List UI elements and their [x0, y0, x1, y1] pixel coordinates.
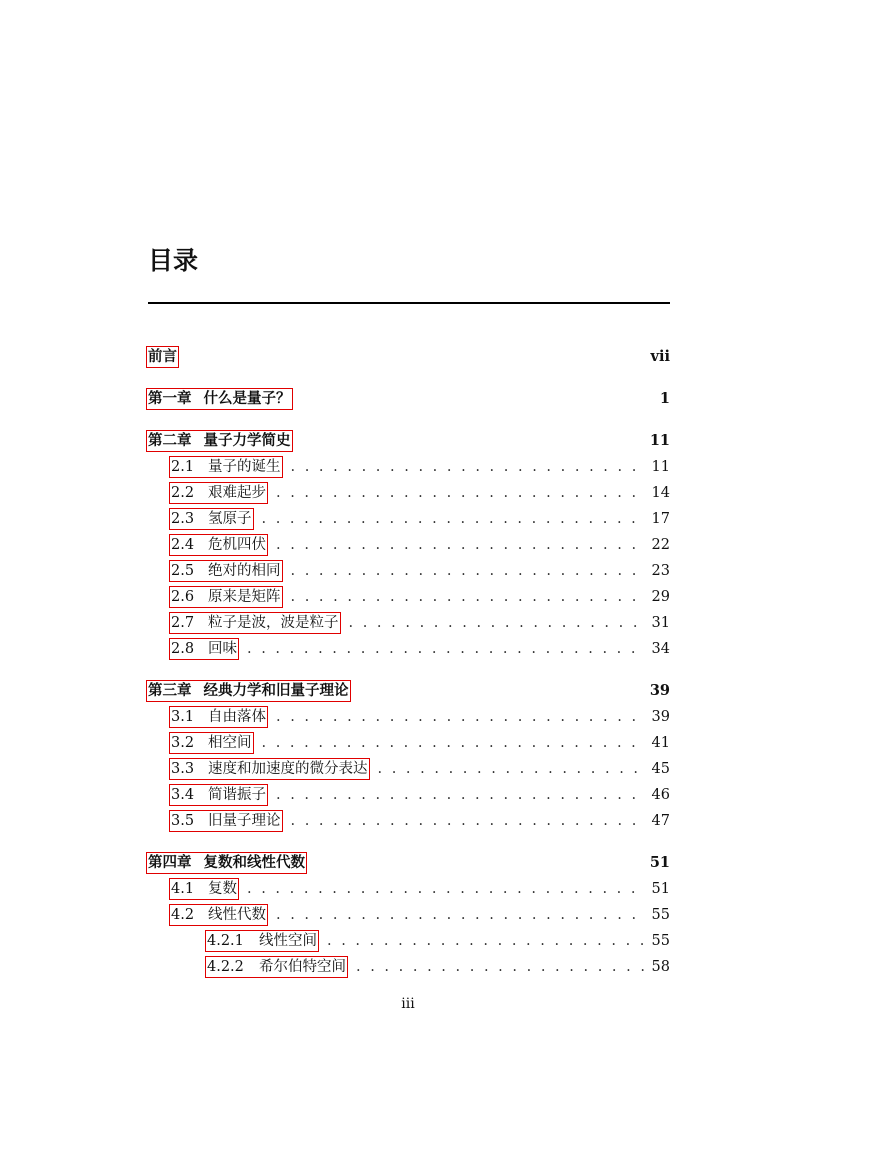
toc-section-3-3 [148, 756, 670, 782]
dot-leader [378, 756, 645, 782]
toc-entry-label: 旧量子理论 [208, 813, 281, 829]
toc-page-number: 41 [651, 735, 670, 751]
toc-page-number: 29 [651, 589, 670, 605]
toc-entry-label: 回味 [208, 641, 237, 657]
toc-entry-label: 复数 [208, 881, 237, 897]
toc-entry-label: 氢原子 [208, 511, 252, 527]
toc-link-section-3-4[interactable] [169, 784, 268, 806]
dot-leader [276, 902, 644, 928]
toc-link-section-3-5[interactable] [169, 810, 283, 832]
toc-page-number: 39 [651, 709, 670, 725]
toc-entry-number: 3.1 [171, 709, 195, 725]
toc-page-number: 23 [651, 563, 670, 579]
dot-leader [349, 610, 645, 636]
toc-entry-label: 艰难起步 [208, 485, 266, 501]
toc-page-number: 11 [649, 432, 670, 449]
toc-entry-number: 3.4 [171, 787, 195, 803]
toc-section-3-2 [148, 730, 670, 756]
toc-link-section-2-1[interactable] [169, 456, 283, 478]
toc-link-section-2-3[interactable] [169, 508, 254, 530]
toc-link-section-2-8[interactable] [169, 638, 239, 660]
toc-entry-label: 复数和线性代数 [203, 854, 305, 871]
toc-link-section-4-2[interactable] [169, 904, 268, 926]
toc-entry-number: 2.5 [171, 563, 195, 579]
toc-page-number: 55 [651, 933, 670, 949]
toc-entry-number: 2.3 [171, 511, 195, 527]
toc-entry-number: 3.2 [171, 735, 195, 751]
toc-entry-label: 自由落体 [208, 709, 266, 725]
toc-page-number: 58 [651, 959, 670, 975]
toc-section-2-8 [148, 636, 670, 662]
toc-page-number: 1 [659, 390, 670, 407]
toc-section-3-5 [148, 808, 670, 834]
toc-section-4-2 [148, 902, 670, 928]
toc-entry-number: 2.4 [171, 537, 195, 553]
toc-link-subsection-4-2-2[interactable] [205, 956, 348, 978]
toc-page-number: 39 [649, 682, 670, 699]
toc-entry-number: 4.2.2 [207, 959, 244, 975]
dot-leader [356, 954, 644, 980]
toc-entry-label: 相空间 [208, 735, 252, 751]
toc-page-number: 51 [651, 881, 670, 897]
toc-page-number: 14 [651, 485, 670, 501]
toc-subsection-4-2-2 [148, 954, 670, 980]
toc-link-section-4-1[interactable] [169, 878, 239, 900]
toc-link-section-2-4[interactable] [169, 534, 268, 556]
toc-link-chapter-1[interactable] [146, 388, 293, 410]
toc-entry-number: 3.5 [171, 813, 195, 829]
toc-subsection-4-2-1 [148, 928, 670, 954]
toc-page-number: 34 [651, 641, 670, 657]
toc-entry-label: 什么是量子？ [203, 390, 291, 407]
toc-entry-number: 4.2 [171, 907, 195, 923]
toc-entry-number: 2.1 [171, 459, 195, 475]
toc-section-3-1 [148, 704, 670, 730]
toc-entry-label: 前言 [148, 348, 177, 365]
toc-link-section-3-2[interactable] [169, 732, 254, 754]
toc-page-number: 31 [651, 615, 670, 631]
toc-chapter-4 [148, 850, 670, 876]
toc-page-number: 22 [651, 537, 670, 553]
toc-chapter-preface [148, 344, 670, 370]
toc-link-chapter-2[interactable] [146, 430, 293, 452]
toc-entry-number: 2.2 [171, 485, 195, 501]
dot-leader [262, 506, 645, 532]
table-of-contents [148, 344, 670, 980]
toc-section-2-3 [148, 506, 670, 532]
toc-page-number: 51 [649, 854, 670, 871]
toc-section-2-4 [148, 532, 670, 558]
title-rule [148, 302, 670, 304]
toc-chapter-3 [148, 678, 670, 704]
toc-section-2-2 [148, 480, 670, 506]
toc-link-chapter-3[interactable] [146, 680, 351, 702]
dot-leader [247, 876, 644, 902]
toc-entry-label: 绝对的相同 [208, 563, 281, 579]
toc-link-subsection-4-2-1[interactable] [205, 930, 319, 952]
toc-entry-label: 粒子是波，波是粒子 [208, 615, 339, 631]
dot-leader [291, 454, 645, 480]
dot-leader [276, 782, 644, 808]
toc-link-section-2-7[interactable] [169, 612, 341, 634]
toc-section-2-6 [148, 584, 670, 610]
page-title: 目录 [148, 246, 199, 275]
toc-section-3-4 [148, 782, 670, 808]
dot-leader [276, 704, 644, 730]
toc-page-number: 45 [651, 761, 670, 777]
toc-link-chapter-4[interactable] [146, 852, 307, 874]
toc-page-number: 47 [651, 813, 670, 829]
toc-entry-label: 线性代数 [208, 907, 266, 923]
toc-page-number: 17 [651, 511, 670, 527]
dot-leader [291, 558, 645, 584]
toc-entry-number: 2.7 [171, 615, 195, 631]
toc-entry-label: 希尔伯特空间 [259, 959, 346, 975]
toc-section-2-1 [148, 454, 670, 480]
toc-entry-label: 简谐振子 [208, 787, 266, 803]
toc-entry-number: 3.3 [171, 761, 195, 777]
toc-page-number: 55 [651, 907, 670, 923]
toc-link-section-2-5[interactable] [169, 560, 283, 582]
toc-entry-label: 量子的诞生 [208, 459, 281, 475]
toc-link-preface[interactable] [146, 346, 179, 368]
toc-entry-label: 原来是矩阵 [208, 589, 281, 605]
toc-chapter-1 [148, 386, 670, 412]
toc-entry-number: 2.6 [171, 589, 195, 605]
dot-leader [327, 928, 644, 954]
dot-leader [291, 808, 645, 834]
toc-entry-number: 第三章 [148, 682, 192, 699]
toc-entry-label: 危机四伏 [208, 537, 266, 553]
toc-section-2-7 [148, 610, 670, 636]
toc-section-2-5 [148, 558, 670, 584]
toc-entry-label: 量子力学简史 [203, 432, 291, 449]
toc-entry-number: 4.2.1 [207, 933, 244, 949]
toc-section-4-1 [148, 876, 670, 902]
toc-entry-number: 第二章 [148, 432, 192, 449]
toc-link-section-3-1[interactable] [169, 706, 268, 728]
toc-link-section-2-2[interactable] [169, 482, 268, 504]
dot-leader [262, 730, 645, 756]
dot-leader [276, 480, 644, 506]
toc-entry-number: 第四章 [148, 854, 192, 871]
toc-chapter-2 [148, 428, 670, 454]
page-number: iii [401, 996, 415, 1012]
toc-link-section-3-3[interactable] [169, 758, 370, 780]
toc-page-number: vii [650, 348, 670, 365]
toc-entry-number: 2.8 [171, 641, 195, 657]
toc-entry-label: 线性空间 [259, 933, 317, 949]
toc-entry-number: 4.1 [171, 881, 195, 897]
toc-entry-number: 第一章 [148, 390, 192, 407]
toc-link-section-2-6[interactable] [169, 586, 283, 608]
toc-entry-label: 速度和加速度的微分表达 [208, 761, 368, 777]
dot-leader [247, 636, 644, 662]
toc-page-number: 46 [651, 787, 670, 803]
toc-entry-label: 经典力学和旧量子理论 [203, 682, 349, 699]
dot-leader [291, 584, 645, 610]
toc-page-number: 11 [651, 459, 670, 475]
dot-leader [276, 532, 644, 558]
